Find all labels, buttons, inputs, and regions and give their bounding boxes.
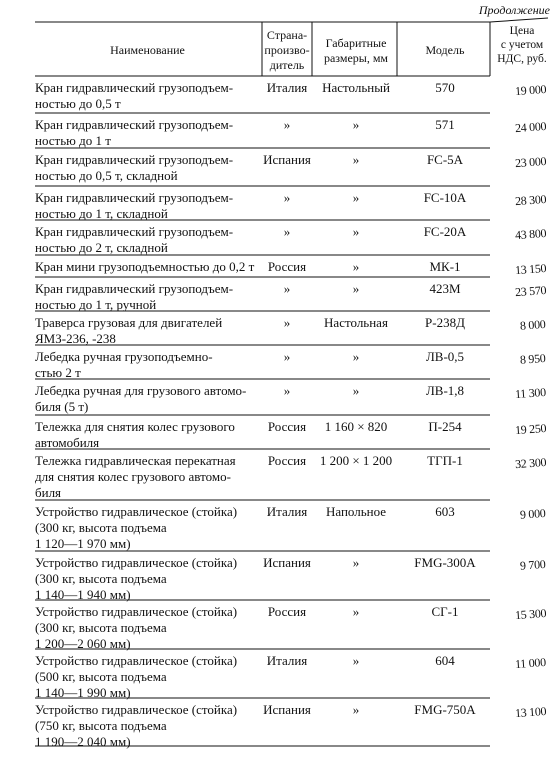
row-model: ЛВ-0,5 — [425, 349, 465, 364]
row-name-line: (750 кг, высота подъема — [35, 718, 167, 733]
row-price: 19 000 — [514, 82, 547, 99]
row-name-line: Кран гидравлический грузоподъем- — [35, 152, 234, 167]
row-size: Напольное — [325, 504, 387, 519]
row-size: » — [352, 383, 360, 398]
row-model: 571 — [435, 117, 455, 132]
row-name-line: 1 140—1 990 мм) — [35, 685, 131, 700]
row-name-line: стью 2 т — [35, 365, 81, 380]
row-size: » — [352, 281, 360, 296]
row-name-line: (300 кг, высота подъема — [35, 571, 167, 586]
row-country: Италия — [266, 653, 308, 668]
row-name-line: ностью до 0,5 т — [35, 96, 121, 111]
row-country: Россия — [267, 419, 307, 434]
row-size: » — [352, 190, 360, 205]
row-name-line: 1 140—1 940 мм) — [35, 587, 131, 602]
row-name-line: 1 200—2 060 мм) — [35, 636, 131, 651]
row-size: » — [352, 702, 360, 717]
row-size: » — [352, 653, 360, 668]
row-size: » — [352, 224, 360, 239]
header-price-line: с учетом — [500, 39, 544, 51]
row-country: Россия — [267, 604, 307, 619]
row-country: Испания — [263, 555, 311, 570]
row-name-line: Кран гидравлический грузоподъем- — [35, 281, 234, 296]
continued-label: Продолжение — [478, 3, 550, 17]
row-size: » — [352, 349, 360, 364]
row-country: » — [283, 349, 291, 364]
row-price: 15 300 — [514, 606, 547, 623]
row-name-line: 1 190—2 040 мм) — [35, 734, 131, 749]
row-country: Испания — [263, 152, 311, 167]
header-size-line: размеры, мм — [323, 51, 389, 65]
row-country: » — [283, 383, 291, 398]
row-name-line: Кран гидравлический грузоподъем- — [35, 80, 234, 95]
row-country: » — [283, 117, 291, 132]
row-size: » — [352, 117, 360, 132]
row-model: Р-238Д — [425, 315, 465, 330]
row-price: 23 000 — [514, 154, 547, 171]
row-name-line: Кран гидравлический грузоподъем- — [35, 224, 234, 239]
row-name-line: Тележка для снятия колес грузового — [35, 419, 235, 434]
row-model: 423М — [429, 281, 461, 296]
row-model: 604 — [435, 653, 455, 668]
row-name-line: Тележка гидравлическая перекатная — [35, 453, 236, 468]
row-model: FC-20A — [423, 224, 467, 239]
row-model: FMG-300A — [414, 555, 476, 570]
row-name-line: Устройство гидравлическое (стойка) — [35, 504, 238, 519]
row-name-line: (300 кг, высота подъема — [35, 620, 167, 635]
row-price: 13 100 — [514, 704, 547, 721]
row-country: » — [283, 281, 291, 296]
row-model: П-254 — [428, 419, 462, 434]
row-name-line: ностью до 2 т, складной — [35, 240, 168, 255]
row-name-line: биля — [35, 485, 62, 500]
row-name-line: Устройство гидравлическое (стойка) — [35, 653, 238, 668]
row-name-line: ностью до 0,5 т, складной — [35, 168, 178, 183]
row-country: Испания — [263, 702, 311, 717]
row-price: 43 800 — [514, 226, 547, 243]
row-name-line: Лебедка ручная грузоподъемно- — [35, 349, 213, 364]
row-name-line: Лебедка ручная для грузового автомо- — [35, 383, 247, 398]
row-model: ТГП-1 — [427, 453, 463, 468]
row-price: 11 300 — [514, 385, 547, 402]
row-name-line: автомобиля — [35, 435, 100, 450]
row-size: 1 200 × 1 200 — [319, 453, 393, 468]
row-name-line: Кран мини грузоподъемностью до 0,2 т — [35, 259, 255, 274]
row-country: » — [283, 315, 291, 330]
row-size: » — [352, 555, 360, 570]
row-country: » — [283, 190, 291, 205]
row-name-line: Устройство гидравлическое (стойка) — [35, 555, 238, 570]
row-price: 24 000 — [514, 119, 547, 136]
header-country-line: дитель — [269, 58, 305, 72]
row-model: 570 — [435, 80, 455, 95]
row-size: » — [352, 152, 360, 167]
row-size: Настольный — [322, 80, 390, 95]
row-name-line: для снятия колес грузового автомо- — [35, 469, 231, 484]
row-name-line: 1 120—1 970 мм) — [35, 536, 131, 551]
row-name-line: ностью до 1 т, складной — [35, 206, 168, 221]
row-price: 8 000 — [520, 317, 547, 333]
row-name-line: ностью до 1 т — [35, 133, 111, 148]
row-model: СГ-1 — [431, 604, 459, 619]
row-name-line: Траверса грузовая для двигателей — [35, 315, 223, 330]
header-price-line: НДС, руб. — [497, 53, 547, 65]
header-size-line: Габаритные — [325, 36, 387, 50]
row-model: FMG-750A — [414, 702, 476, 717]
row-name-line: биля (5 т) — [35, 399, 89, 414]
row-size: 1 160 × 820 — [324, 419, 388, 434]
header-country-line: Страна- — [266, 28, 308, 42]
row-price: 28 300 — [514, 192, 547, 209]
header-name: Наименование — [110, 43, 185, 57]
row-name-line: (500 кг, высота подъема — [35, 669, 167, 684]
row-price: 9 000 — [520, 506, 547, 522]
row-model: FC-10A — [423, 190, 467, 205]
row-size: » — [352, 259, 360, 274]
row-price: 8 950 — [520, 351, 547, 367]
row-model: МК-1 — [429, 259, 461, 274]
row-price: 11 000 — [514, 655, 547, 672]
row-name-line: ностью до 1 т, ручной — [35, 297, 157, 312]
row-price: 9 700 — [520, 557, 547, 573]
row-name-line: Устройство гидравлическое (стойка) — [35, 702, 238, 717]
row-price: 32 300 — [514, 455, 547, 472]
row-size: » — [352, 604, 360, 619]
row-name-line: (300 кг, высота подъема — [35, 520, 167, 535]
row-price: 23 570 — [514, 283, 547, 300]
row-model: 603 — [435, 504, 455, 519]
row-country: Италия — [266, 504, 308, 519]
row-name-line: Кран гидравлический грузоподъем- — [35, 117, 234, 132]
row-name-line: Устройство гидравлическое (стойка) — [35, 604, 238, 619]
header-country-line: произво- — [264, 43, 310, 57]
row-model: FC-5A — [426, 152, 464, 167]
row-country: Россия — [267, 453, 307, 468]
row-name-line: ЯМЗ-236, -238 — [35, 331, 116, 346]
row-size: Настольная — [324, 315, 388, 330]
row-country: Россия — [267, 259, 307, 274]
row-model: ЛВ-1,8 — [425, 383, 465, 398]
row-price: 13 150 — [514, 261, 547, 278]
row-name-line: Кран гидравлический грузоподъем- — [35, 190, 234, 205]
row-price: 19 250 — [514, 421, 547, 438]
row-country: » — [283, 224, 291, 239]
header-model: Модель — [425, 43, 465, 57]
header-price-line: Цена — [509, 25, 535, 37]
row-country: Италия — [266, 80, 308, 95]
